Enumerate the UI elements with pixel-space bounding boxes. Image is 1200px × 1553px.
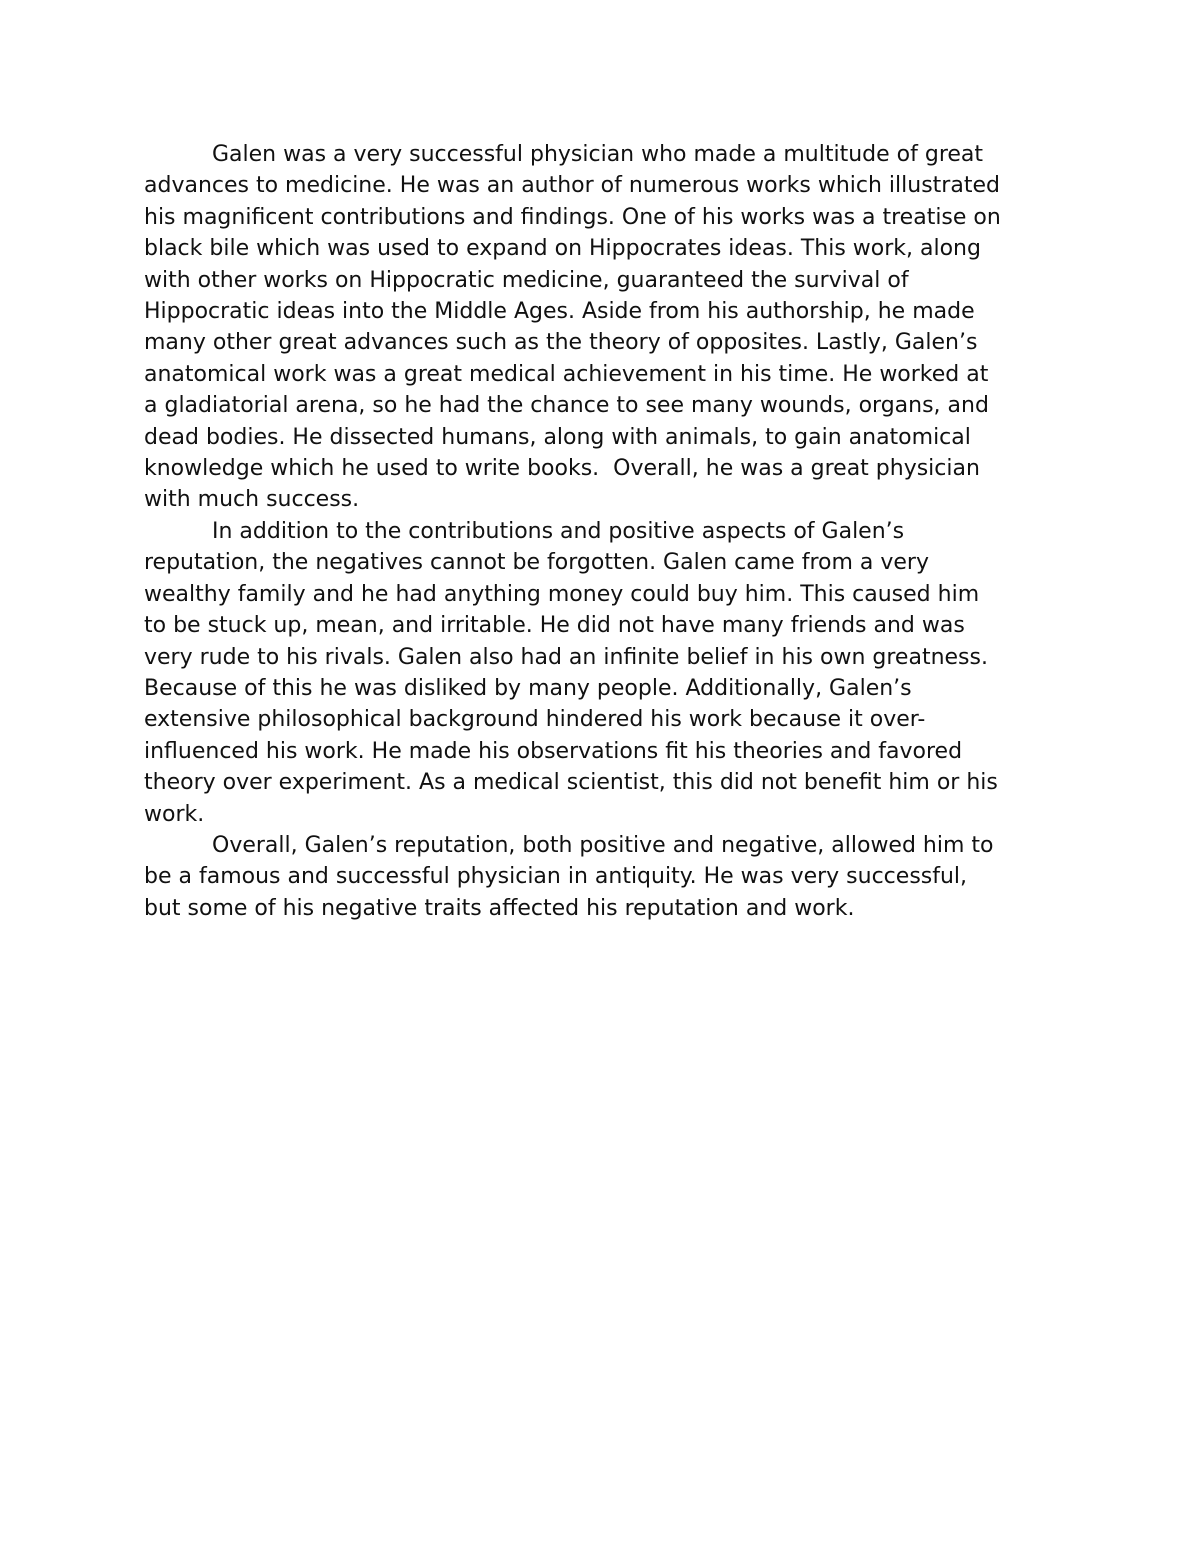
document-body: [144, 139, 1074, 924]
text-line: be a famous and successful physician in antiquity. He was very successful,: [144, 864, 968, 890]
text-line: to be stuck up, mean, and irritable. He did not have many friends and was: [144, 613, 965, 639]
text-line: a gladiatorial arena, so he had the chance to see many wounds, organs, and: [144, 393, 989, 419]
text-line: Hippocratic ideas into the Middle Ages. Aside from his authorship, he made: [144, 299, 975, 325]
text-line: theory over experiment. As a medical scientist, this did not benefit him or his: [144, 770, 998, 796]
text-line: knowledge which he used to write books. Overall, he was a great physician: [144, 456, 980, 482]
text-line: reputation, the negatives cannot be forgotten. Galen came from a very: [144, 550, 929, 576]
text-line: with other works on Hippocratic medicine, guaranteed the survival of: [144, 267, 909, 293]
text-line: influenced his work. He made his observations fit his theories and favored: [144, 738, 963, 764]
text-line: In addition to the contributions and positive aspects of Galen’s: [212, 518, 905, 544]
text-line: dead bodies. He dissected humans, along with animals, to gain anatomical: [144, 424, 971, 450]
text-line: anatomical work was a great medical achievement in his time. He worked at: [144, 361, 989, 387]
text-line: Overall, Galen’s reputation, both positive and negative, allowed him to: [212, 832, 994, 858]
text-line: with much success.: [144, 487, 360, 513]
paragraph-3: [144, 830, 1074, 924]
text-line: Because of this he was disliked by many people. Additionally, Galen’s: [144, 675, 912, 701]
text-line: Galen was a very successful physician who made a multitude of great: [212, 142, 984, 167]
paragraph-2: [144, 516, 1074, 830]
text-line: extensive philosophical background hindered his work because it over-: [144, 707, 926, 733]
paragraph-1: [144, 139, 1074, 516]
text-line: his magnificent contributions and findings. One of his works was a treatise on: [144, 204, 1001, 230]
text-line: work.: [144, 801, 205, 827]
text-line: wealthy family and he had anything money could buy him. This caused him: [144, 581, 980, 607]
text-line: but some of his negative traits affected his reputation and work.: [144, 895, 855, 921]
text-line: advances to medicine. He was an author of numerous works which illustrated: [144, 173, 1000, 199]
text-line: many other great advances such as the theory of opposites. Lastly, Galen’s: [144, 330, 978, 356]
text-line: very rude to his rivals. Galen also had an infinite belief in his own greatness.: [144, 644, 988, 670]
text-line: black bile which was used to expand on Hippocrates ideas. This work, along: [144, 236, 981, 262]
